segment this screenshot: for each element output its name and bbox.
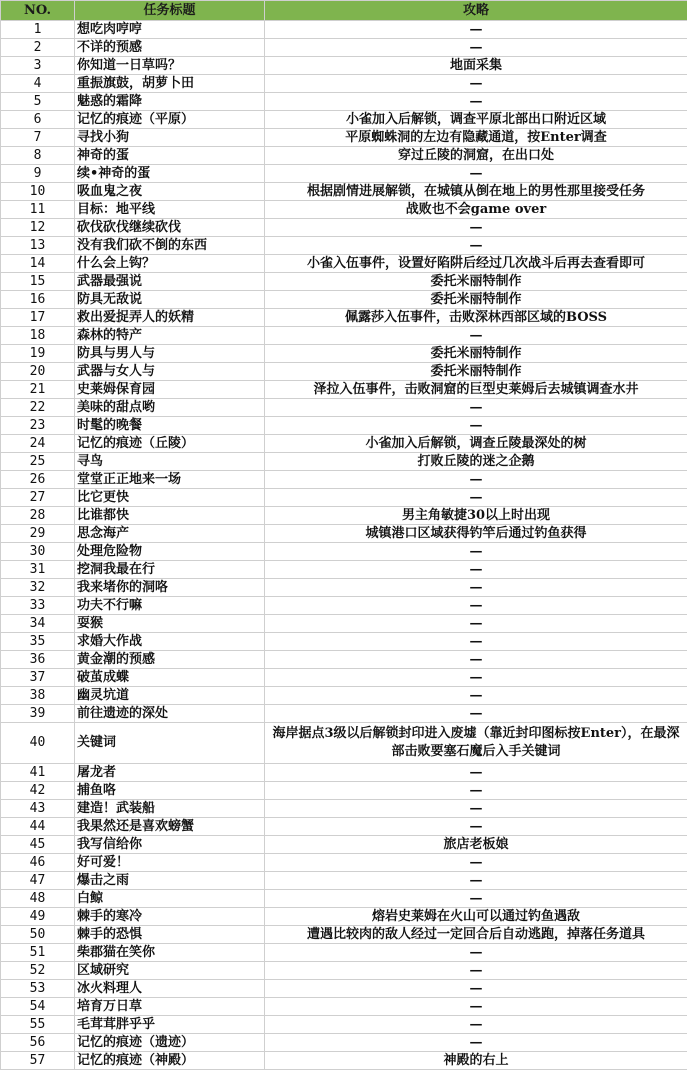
row-number: 11 [1, 201, 75, 219]
quest-title: 你知道一日草吗？ [75, 57, 265, 75]
quest-title: 区域研究 [75, 962, 265, 980]
table-row [1, 1016, 687, 1034]
table-row [1, 1052, 687, 1070]
quest-title: 冰火料理人 [75, 980, 265, 998]
quest-guide: — [265, 980, 687, 998]
table-row [1, 471, 687, 489]
quest-title: 比谁都快 [75, 507, 265, 525]
table-row [1, 890, 687, 908]
quest-title: 思念海产 [75, 525, 265, 543]
table-row [1, 998, 687, 1016]
table-row [1, 255, 687, 273]
quest-title: 好可爱！ [75, 854, 265, 872]
row-number: 30 [1, 543, 75, 561]
quest-guide: — [265, 327, 687, 345]
quest-guide: — [265, 21, 687, 39]
row-number: 47 [1, 872, 75, 890]
quest-title: 我来堵你的洞咯 [75, 579, 265, 597]
quest-guide: — [265, 615, 687, 633]
quest-guide: 委托米丽特制作 [265, 345, 687, 363]
quest-guide: 打败丘陵的迷之企鹅 [265, 453, 687, 471]
table-row [1, 525, 687, 543]
quest-guide: 战败也不会game over [265, 201, 687, 219]
quest-guide: — [265, 489, 687, 507]
row-number: 40 [1, 723, 75, 764]
quest-title: 想吃肉哼哼 [75, 21, 265, 39]
quest-guide: 小雀入伍事件，设置好陷阱后经过几次战斗后再去查看即可 [265, 255, 687, 273]
quest-title: 什么会上钩？ [75, 255, 265, 273]
row-number: 52 [1, 962, 75, 980]
quest-title: 求婚大作战 [75, 633, 265, 651]
quest-title: 处理危险物 [75, 543, 265, 561]
row-number: 18 [1, 327, 75, 345]
table-row [1, 75, 687, 93]
quest-title: 我写信给你 [75, 836, 265, 854]
quest-guide: 小雀加入后解锁，调查丘陵最深处的树 [265, 435, 687, 453]
table-row [1, 687, 687, 705]
table-row [1, 782, 687, 800]
quest-title: 我果然还是喜欢螃蟹 [75, 818, 265, 836]
quest-guide: 委托米丽特制作 [265, 363, 687, 381]
quest-guide: — [265, 1016, 687, 1034]
row-number: 32 [1, 579, 75, 597]
quest-guide: 委托米丽特制作 [265, 273, 687, 291]
quest-guide: 城镇港口区域获得钓竿后通过钓鱼获得 [265, 525, 687, 543]
quest-title: 耍猴 [75, 615, 265, 633]
quest-title: 爆击之雨 [75, 872, 265, 890]
table-row [1, 764, 687, 782]
row-number: 16 [1, 291, 75, 309]
row-number: 43 [1, 800, 75, 818]
table-row [1, 489, 687, 507]
table-row [1, 39, 687, 57]
quest-title: 记忆的痕迹（丘陵） [75, 435, 265, 453]
row-number: 46 [1, 854, 75, 872]
table-row [1, 1034, 687, 1052]
quest-guide: — [265, 543, 687, 561]
table-row [1, 615, 687, 633]
quest-guide: 遭遇比较肉的敌人经过一定回合后自动逃跑，掉落任务道具 [265, 926, 687, 944]
quest-guide: — [265, 669, 687, 687]
table-row [1, 705, 687, 723]
quest-guide: 根据剧情进展解锁，在城镇从倒在地上的男性那里接受任务 [265, 183, 687, 201]
quest-title: 森林的特产 [75, 327, 265, 345]
row-number: 54 [1, 998, 75, 1016]
row-number: 21 [1, 381, 75, 399]
quest-guide: — [265, 417, 687, 435]
row-number: 6 [1, 111, 75, 129]
quest-title: 续•神奇的蛋 [75, 165, 265, 183]
table-row [1, 633, 687, 651]
table-row [1, 111, 687, 129]
quest-title: 破茧成蝶 [75, 669, 265, 687]
table-row [1, 507, 687, 525]
table-row [1, 273, 687, 291]
row-number: 23 [1, 417, 75, 435]
row-number: 56 [1, 1034, 75, 1052]
table-row [1, 183, 687, 201]
quest-guide: — [265, 998, 687, 1016]
row-number: 29 [1, 525, 75, 543]
header-name: 任务标题 [75, 1, 265, 21]
quest-title: 记忆的痕迹（平原） [75, 111, 265, 129]
table-row [1, 962, 687, 980]
quest-title: 不详的预感 [75, 39, 265, 57]
quest-title: 记忆的痕迹（遗迹） [75, 1034, 265, 1052]
quest-title: 防具无敌说 [75, 291, 265, 309]
quest-guide: 神殿的右上 [265, 1052, 687, 1070]
quest-title: 黄金潮的预感 [75, 651, 265, 669]
quest-title: 棘手的恐惧 [75, 926, 265, 944]
row-number: 31 [1, 561, 75, 579]
row-number: 28 [1, 507, 75, 525]
table-body [1, 21, 687, 1070]
row-number: 48 [1, 890, 75, 908]
quest-guide: 委托米丽特制作 [265, 291, 687, 309]
row-number: 4 [1, 75, 75, 93]
table-row [1, 723, 687, 764]
quest-guide: — [265, 579, 687, 597]
quest-guide: — [265, 854, 687, 872]
row-number: 14 [1, 255, 75, 273]
row-number: 15 [1, 273, 75, 291]
row-number: 53 [1, 980, 75, 998]
row-number: 44 [1, 818, 75, 836]
table-row [1, 579, 687, 597]
quest-title: 没有我们砍不倒的东西 [75, 237, 265, 255]
table-row [1, 399, 687, 417]
quest-title: 目标：地平线 [75, 201, 265, 219]
table-row [1, 435, 687, 453]
table-row [1, 165, 687, 183]
row-number: 24 [1, 435, 75, 453]
table-row [1, 597, 687, 615]
quest-title: 比它更快 [75, 489, 265, 507]
quest-guide: — [265, 75, 687, 93]
quest-title: 建造！武装船 [75, 800, 265, 818]
quest-guide: 佩露莎入伍事件，击败深林西部区域的BOSS [265, 309, 687, 327]
table-row [1, 345, 687, 363]
table-row [1, 543, 687, 561]
table-row [1, 926, 687, 944]
quest-title: 关键词 [75, 723, 265, 764]
table-row [1, 453, 687, 471]
table-row [1, 908, 687, 926]
row-number: 17 [1, 309, 75, 327]
row-number: 1 [1, 21, 75, 39]
row-number: 5 [1, 93, 75, 111]
quest-title: 寻找小狗 [75, 129, 265, 147]
quest-guide: — [265, 890, 687, 908]
quest-title: 寻鸟 [75, 453, 265, 471]
row-number: 41 [1, 764, 75, 782]
quest-guide: — [265, 219, 687, 237]
quest-title: 功夫不行嘛 [75, 597, 265, 615]
quest-guide: 海岸据点3级以后解锁封印进入废墟（靠近封印图标按Enter），在最深部击败要塞石魔后入手关键词 [265, 723, 687, 764]
quest-title: 培育万日草 [75, 998, 265, 1016]
table-row [1, 980, 687, 998]
table-row [1, 818, 687, 836]
table-row [1, 800, 687, 818]
quest-title: 前往遗迹的深处 [75, 705, 265, 723]
row-number: 33 [1, 597, 75, 615]
quest-guide: 地面采集 [265, 57, 687, 75]
row-number: 25 [1, 453, 75, 471]
row-number: 7 [1, 129, 75, 147]
quest-guide: — [265, 705, 687, 723]
table-row [1, 669, 687, 687]
quest-guide: 平原蜘蛛洞的左边有隐藏通道，按Enter调查 [265, 129, 687, 147]
table-row [1, 854, 687, 872]
table-row [1, 651, 687, 669]
quest-title: 堂堂正正地来一场 [75, 471, 265, 489]
quest-guide: — [265, 561, 687, 579]
quest-guide: — [265, 39, 687, 57]
row-number: 12 [1, 219, 75, 237]
quest-guide: — [265, 471, 687, 489]
quest-title: 救出爱捉弄人的妖精 [75, 309, 265, 327]
row-number: 57 [1, 1052, 75, 1070]
row-number: 9 [1, 165, 75, 183]
quest-guide: — [265, 872, 687, 890]
table-row [1, 363, 687, 381]
quest-title: 重振旗鼓，胡萝卜田 [75, 75, 265, 93]
quest-guide: — [265, 818, 687, 836]
quest-guide: — [265, 687, 687, 705]
quest-guide: — [265, 633, 687, 651]
table-row [1, 129, 687, 147]
quest-guide: 穿过丘陵的洞窟，在出口处 [265, 147, 687, 165]
table-row [1, 147, 687, 165]
quest-title: 神奇的蛋 [75, 147, 265, 165]
row-number: 51 [1, 944, 75, 962]
row-number: 2 [1, 39, 75, 57]
row-number: 55 [1, 1016, 75, 1034]
table-row [1, 381, 687, 399]
quest-guide: — [265, 800, 687, 818]
quest-title: 棘手的寒冷 [75, 908, 265, 926]
row-number: 26 [1, 471, 75, 489]
row-number: 19 [1, 345, 75, 363]
quest-title: 武器最强说 [75, 273, 265, 291]
table-row [1, 836, 687, 854]
table-row [1, 327, 687, 345]
quest-guide: — [265, 237, 687, 255]
quest-title: 时髦的晚餐 [75, 417, 265, 435]
quest-title: 幽灵坑道 [75, 687, 265, 705]
quest-title: 记忆的痕迹（神殿） [75, 1052, 265, 1070]
table-row [1, 417, 687, 435]
row-number: 39 [1, 705, 75, 723]
table-row [1, 872, 687, 890]
quest-guide: 泽拉入伍事件，击败洞窟的巨型史莱姆后去城镇调查水井 [265, 381, 687, 399]
quest-guide: 熔岩史莱姆在火山可以通过钓鱼遇敌 [265, 908, 687, 926]
header-row [1, 1, 687, 21]
quest-title: 捕鱼咯 [75, 782, 265, 800]
quest-title: 砍伐砍伐继续砍伐 [75, 219, 265, 237]
quest-guide: — [265, 782, 687, 800]
table-row [1, 201, 687, 219]
quest-guide: — [265, 165, 687, 183]
quest-guide: — [265, 944, 687, 962]
table-row [1, 93, 687, 111]
quest-title: 柴郡猫在笑你 [75, 944, 265, 962]
row-number: 27 [1, 489, 75, 507]
quest-title: 防具与男人与 [75, 345, 265, 363]
row-number: 36 [1, 651, 75, 669]
quest-guide: — [265, 651, 687, 669]
row-number: 45 [1, 836, 75, 854]
quest-title: 挖洞我最在行 [75, 561, 265, 579]
row-number: 22 [1, 399, 75, 417]
row-number: 34 [1, 615, 75, 633]
quest-title: 屠龙者 [75, 764, 265, 782]
row-number: 3 [1, 57, 75, 75]
row-number: 13 [1, 237, 75, 255]
quest-guide: — [265, 399, 687, 417]
table-row [1, 57, 687, 75]
quest-title: 吸血鬼之夜 [75, 183, 265, 201]
row-number: 10 [1, 183, 75, 201]
row-number: 35 [1, 633, 75, 651]
table-row [1, 21, 687, 39]
row-number: 50 [1, 926, 75, 944]
quest-guide: 男主角敏捷30以上时出现 [265, 507, 687, 525]
quest-guide: 小雀加入后解锁，调查平原北部出口附近区域 [265, 111, 687, 129]
row-number: 42 [1, 782, 75, 800]
quest-guide: — [265, 93, 687, 111]
row-number: 49 [1, 908, 75, 926]
quest-title: 毛茸茸胖乎乎 [75, 1016, 265, 1034]
quest-guide: — [265, 962, 687, 980]
header-no: NO. [1, 1, 75, 21]
quest-title: 史莱姆保育园 [75, 381, 265, 399]
quest-title: 美味的甜点哟 [75, 399, 265, 417]
quest-guide: — [265, 1034, 687, 1052]
table-row [1, 944, 687, 962]
table-row [1, 291, 687, 309]
row-number: 8 [1, 147, 75, 165]
quest-guide: 旅店老板娘 [265, 836, 687, 854]
quest-title: 白鲸 [75, 890, 265, 908]
quest-title: 武器与女人与 [75, 363, 265, 381]
header-guide: 攻略 [265, 1, 687, 21]
row-number: 38 [1, 687, 75, 705]
table-row [1, 219, 687, 237]
quest-guide: — [265, 597, 687, 615]
row-number: 37 [1, 669, 75, 687]
quest-guide: — [265, 764, 687, 782]
table-row [1, 237, 687, 255]
table-row [1, 309, 687, 327]
table-row [1, 561, 687, 579]
quest-title: 魅惑的霜降 [75, 93, 265, 111]
row-number: 20 [1, 363, 75, 381]
